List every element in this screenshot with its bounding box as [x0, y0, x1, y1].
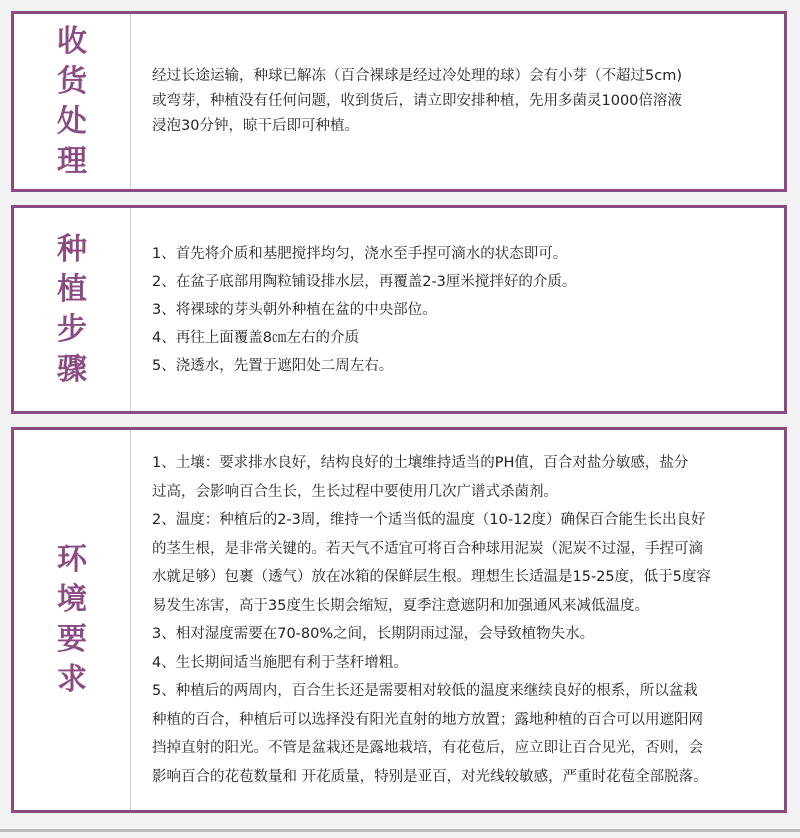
step-line: 4、再往上面覆盖8㎝左右的介质: [152, 329, 359, 346]
step-line: 3、将裸球的芽头朝外种植在盆的中央部位。: [152, 301, 437, 318]
step-line: 2、在盆子底部用陶粒铺设排水层，再覆盖2-3厘米搅拌好的介质。: [152, 273, 577, 290]
title-char: 植: [57, 271, 87, 307]
text-line: 水就足够）包裹（透气）放在冰箱的保鲜层生根。理想生长适温是15-25度，低于5度容: [152, 569, 711, 585]
title-char: 理: [57, 143, 87, 179]
section-title-receiving: [14, 14, 131, 189]
section-body-receiving: [131, 14, 784, 189]
section-environment: [11, 427, 787, 813]
section-planting-steps: [11, 205, 787, 414]
step-line: 1、首先将介质和基肥搅拌均匀，浇水至手捏可滴水的状态即可。: [152, 245, 568, 262]
title-char: 境: [57, 582, 87, 617]
title-char: 要: [57, 622, 87, 657]
title-char: 处: [57, 103, 87, 139]
title-char: 收: [57, 23, 87, 59]
text-line: 易发生冻害，高于35度生长期会缩短，夏季注意遮阴和加强通风来减低温度。: [152, 597, 649, 614]
title-char: 货: [57, 63, 87, 99]
text-line: 2、温度：种植后的2-3周，维持一个适当低的温度（10-12度）确保百合能生长出良好: [152, 512, 706, 528]
title-char: 环: [57, 542, 87, 577]
title-char: 种: [57, 231, 87, 267]
section-title-planting-steps: [14, 208, 131, 411]
section-body-environment: [131, 430, 784, 810]
section-title-environment: [14, 430, 131, 810]
section-body-planting-steps: [131, 208, 784, 411]
text-line: 种植的百合，种植后可以选择没有阳光直射的地方放置；露地种植的百合可以用遮阳网: [152, 711, 703, 728]
text-line: 经过长途运输，种球已解冻（百合裸球是经过冷处理的球）会有小芽（不超过5cm): [152, 68, 682, 84]
text-line: 的茎生根，是非常关键的。若天气不适宜可将百合种球用泥炭（泥炭不过湿，手捏可滴: [152, 540, 703, 557]
text-line: 浸泡30分钟，晾干后即可种植。: [152, 118, 359, 134]
section-receiving: [11, 11, 787, 192]
text-line: 1、土壤：要求排水良好，结构良好的土壤维持适当的PH值，百合对盐分敏感，盐分: [152, 455, 689, 471]
text-line: 过高，会影响百合生长，生长过程中要使用几次广谱式杀菌剂。: [152, 483, 558, 500]
bottom-divider: [0, 829, 800, 832]
title-char: 求: [57, 662, 87, 697]
text-line: 5、种植后的两周内，百合生长还是需要相对较低的温度来继续良好的根系，所以盆栽: [152, 683, 698, 699]
text-line: 影响百合的花苞数量和 开花质量，特别是亚百，对光线较敏感，严重时花苞全部脱落。: [152, 768, 708, 785]
title-char: 骤: [57, 351, 87, 387]
text-line: 4、生长期间适当施肥有利于茎秆增粗。: [152, 654, 408, 671]
step-line: 5、浇透水，先置于遮阳处二周左右。: [152, 357, 394, 374]
text-line: 挡掉直射的阳光。不管是盆栽还是露地栽培，有花苞后，应立即让百合见光，否则，会: [152, 740, 703, 756]
title-char: 步: [57, 311, 87, 347]
text-line: 或弯芽，种植没有任何问题，收到货后，请立即安排种植，先用多菌灵1000倍溶液: [152, 93, 682, 109]
text-line: 3、相对湿度需要在70-80%之间，长期阴雨过湿，会导致植物失水。: [152, 626, 595, 642]
